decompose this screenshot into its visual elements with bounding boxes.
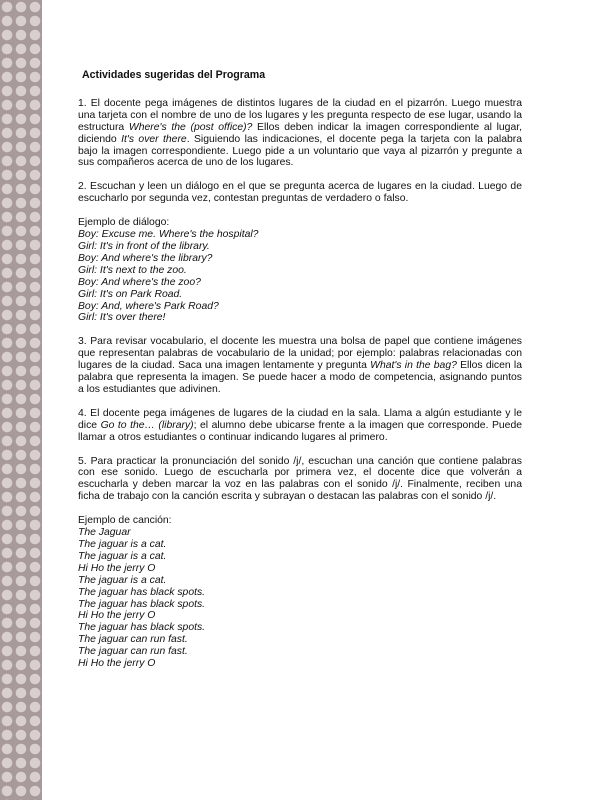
dialog-line: Boy: And where's the library?	[78, 252, 213, 264]
dialog-example-title: Ejemplo de diálogo:	[78, 217, 170, 229]
dialog-line: Girl: It's next to the zoo.	[78, 264, 187, 276]
song-line: The jaguar can run fast.	[78, 646, 188, 658]
italic-text: What's in the bag?	[370, 360, 457, 372]
song-line: The jaguar has black spots.	[78, 598, 206, 610]
song-line: The jaguar has black spots.	[78, 622, 206, 634]
dialog-lines	[78, 229, 522, 324]
activity-4-paragraph	[78, 408, 522, 444]
dialog-line: Girl: It's in front of the library.	[78, 240, 210, 252]
dialog-line: Girl: It's over there!	[78, 312, 166, 324]
dialog-line: Girl: It's on Park Road.	[78, 288, 183, 300]
song-line: Hi Ho the jerry O	[78, 658, 156, 670]
activity-2-paragraph: 2. Escuchan y leen un diálogo en el que se pregunta acerca de lugares en la ciudad. Luego de escucharlo por segunda vez, contestan preguntas de verdadero o falso.	[78, 181, 522, 205]
activity-3-paragraph	[78, 336, 522, 396]
song-line: The jaguar has black spots.	[78, 586, 206, 598]
italic-text: (library)	[158, 419, 194, 431]
dialog-line: Boy: And where's the zoo?	[78, 276, 201, 288]
song-line: The jaguar is a cat.	[78, 550, 167, 562]
italic-text: It's over there	[121, 133, 187, 145]
italic-text: Go to the…	[100, 419, 155, 431]
dialog-line: Boy: And, where's Park Road?	[78, 300, 219, 312]
activity-5-paragraph: 5. Para practicar la pronunciación del sonido /j/, escuchan una canción que contiene palabras con ese sonido. Luego de escucharla por primera vez, el docente dice que volverán a escucharla y deben marcar la voz en las palabras con el sonido /j/. Finalmente, reciben una ficha de trabajo con la canción escrita y subrayan o destacan las palabras con el sonido /j/.	[78, 455, 522, 503]
text-segment: ; el alumno debe ubicarse frente a la imagen que corresponde. Puede llamar a otros estudiantes o continuar indicando lugares al primero.	[78, 419, 523, 443]
text-segment: 3. Para revisar vocabulario, el docente les muestra una bolsa de papel que contiene imágenes que representan palabras de vocabulario de la unidad; por ejemplo: palabras relacionadas con lugares de la ciudad. Saca una imagen lentamente y pregunta	[78, 336, 522, 372]
song-line: The jaguar is a cat.	[78, 539, 167, 550]
document-body	[78, 70, 522, 682]
song-line: The Jaguar	[78, 527, 131, 539]
text-segment: . Siguiendo las indicaciones, el docente pega la tarjeta con la palabra bajo la imagen correspondiente. Luego pide a un voluntario que vaya al pizarrón y pregunte a sus compañeros acerca de uno de los lugares.	[78, 133, 523, 169]
song-lines	[78, 527, 522, 670]
italic-text: Where's the (post office)?	[128, 121, 253, 133]
text-segment: Ellos dicen la palabra que representa la imagen. Se puede hacer a modo de competencia, asignando puntos a los estudiantes que adivinen.	[78, 360, 522, 395]
dialog-line: Boy: Excuse me. Where's the hospital?	[78, 229, 259, 241]
song-line: Hi Ho the jerry O	[78, 610, 156, 622]
song-line: The jaguar can run fast.	[78, 634, 188, 646]
song-line: Hi Ho the jerry O	[78, 562, 156, 574]
song-line: The jaguar is a cat.	[78, 574, 167, 586]
text-segment: 1. El docente pega imágenes de distintos lugares de la ciudad en el pizarrón. Luego muestra una tarjeta con el nombre de uno de los lugares y les pregunta respecto de ese lugar, usando la estructura	[78, 97, 522, 133]
song-example-title: Ejemplo de canción:	[78, 515, 172, 527]
decorative-dotted-border	[0, 0, 42, 800]
section-heading: Actividades sugeridas del Programa	[82, 69, 266, 81]
text-segment: Ellos deben indicar la imagen correspondiente al lugar, diciendo	[78, 121, 523, 145]
activity-1-paragraph	[78, 98, 522, 169]
text-segment: 4. El docente pega imágenes de lugares de la ciudad en la sala. Llama a algún estudiante y le dice	[78, 407, 522, 431]
